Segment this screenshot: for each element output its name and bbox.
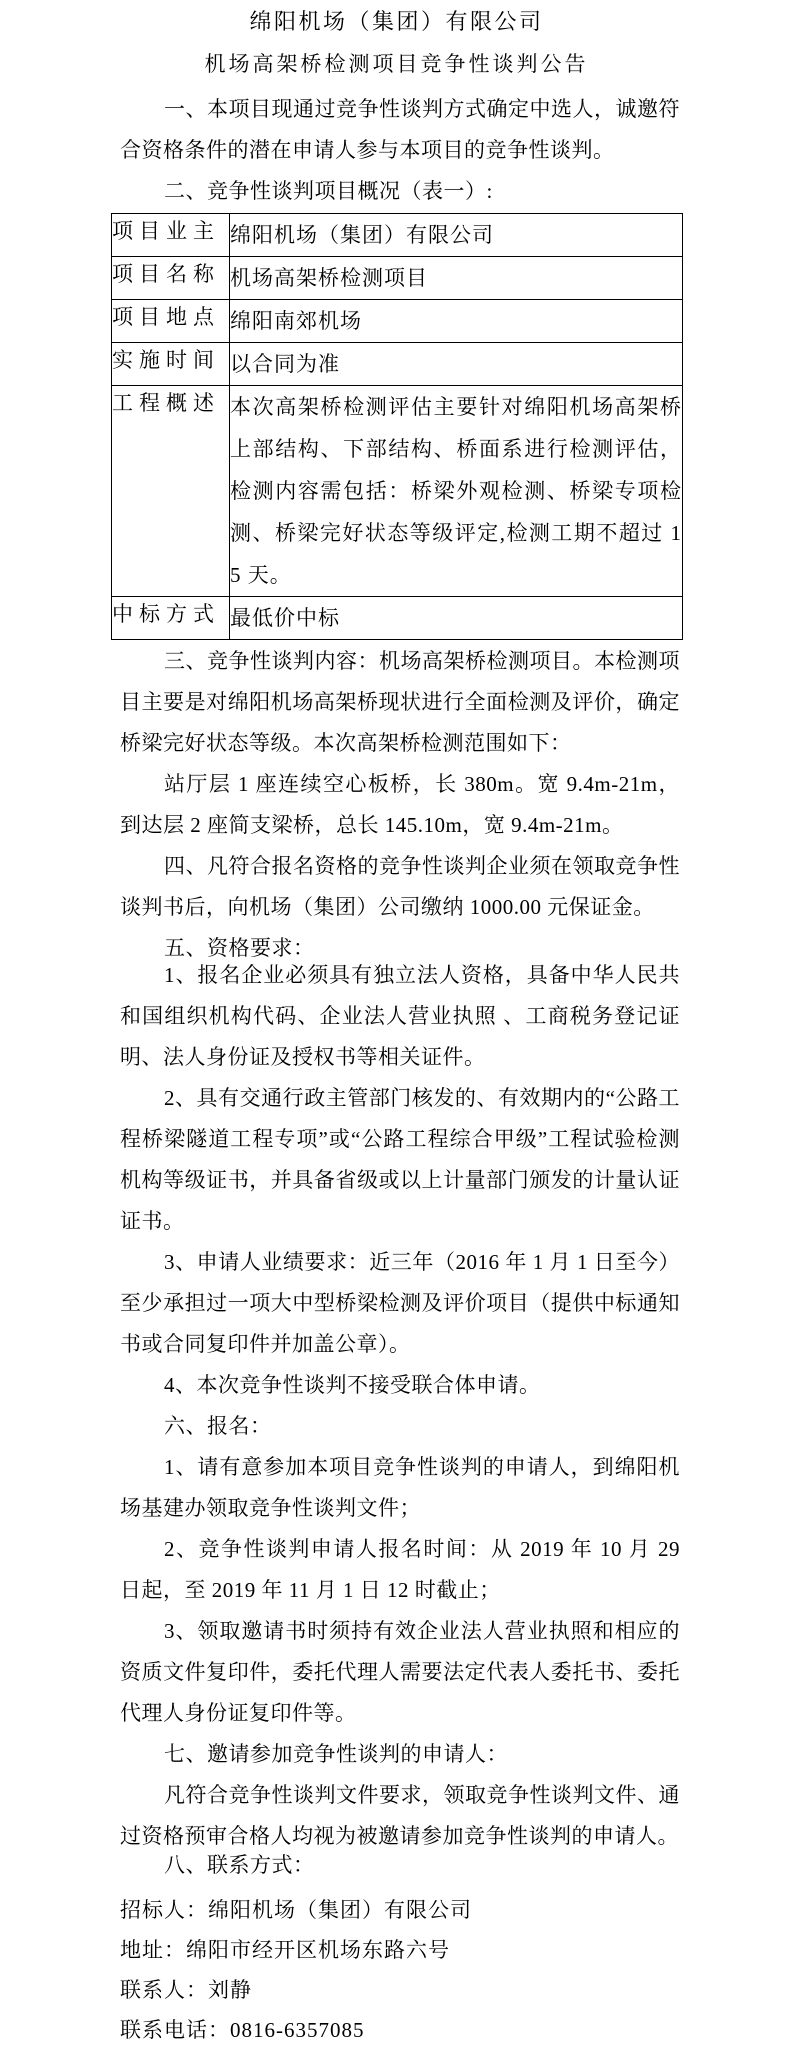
section-2-heading: 二、竞争性谈判项目概况（表一）:	[164, 179, 493, 203]
contact-phone: 联系电话：0816-6357085	[120, 2018, 365, 2042]
section-6-heading: 六、报名：	[164, 1414, 272, 1438]
registration-item-1: 1、请有意参加本项目竞争性谈判的申请人，到绵阳机场基建办领取竞争性谈判文件；	[120, 1455, 680, 1520]
table-row-location	[112, 300, 683, 343]
table-row-value: 本次高架桥检测评估主要针对绵阳机场高架桥上部结构、下部结构、桥面系进行检测评估，检测内容需包括：桥梁外观检测、桥梁专项检测、桥梁完好状态等级评定,检测工期不超过 15 天。	[230, 386, 683, 597]
table-row-value: 最低价中标	[230, 597, 683, 640]
table-row-schedule	[112, 343, 683, 386]
table-row-label: 项目名称	[112, 257, 230, 300]
contact-tenderer: 招标人：绵阳机场（集团）有限公司	[120, 1898, 472, 1922]
table-row-label: 实施时间	[112, 343, 230, 386]
table-row-value: 以合同为准	[230, 343, 683, 386]
table-row-value: 绵阳机场（集团）有限公司	[230, 214, 683, 257]
section-4-paragraph: 四、凡符合报名资格的竞争性谈判企业须在领取竞争性谈判书后，向机场（集团）公司缴纳 1000.00 元保证金。	[120, 854, 680, 919]
registration-item-3: 3、领取邀请书时须持有效企业法人营业执照和相应的资质文件复印件，委托代理人需要法定代表人委托书、委托代理人身份证复印件等。	[120, 1619, 680, 1725]
table-row-award-method	[112, 597, 683, 640]
table-row-label: 项目业主	[112, 214, 230, 257]
qualification-item-1: 1、报名企业必须具有独立法人资格，具备中华人民共和国组织机构代码、企业法人营业执照 、工商税务登记证明、法人身份证及授权书等相关证件。	[120, 963, 680, 1069]
invitation-paragraph: 凡符合竞争性谈判文件要求，领取竞争性谈判文件、通过资格预审合格人均视为被邀请参加竞争性谈判的申请人。	[120, 1783, 680, 1848]
table-row-project-name	[112, 257, 683, 300]
section-5-heading: 五、资格要求：	[164, 936, 315, 960]
qualification-item-4: 4、本次竞争性谈判不接受联合体申请。	[164, 1373, 541, 1397]
table-row-owner	[112, 214, 683, 257]
qualification-item-2: 2、具有交通行政主管部门核发的、有效期内的“公路工程桥梁隧道工程专项”或“公路工程综合甲级”工程试验检测机构等级证书，并具备省级或以上计量部门颁发的计量认证证书。	[120, 1086, 680, 1233]
section-3-paragraph: 三、竞争性谈判内容：机场高架桥检测项目。本检测项目主要是对绵阳机场高架桥现状进行全面检测及评价，确定桥梁完好状态等级。本次高架桥检测范围如下：	[120, 649, 680, 755]
table-row-value: 机场高架桥检测项目	[230, 257, 683, 300]
qualification-item-3: 3、申请人业绩要求：近三年（2016 年 1 月 1 日至今）至少承担过一项大中型桥梁检测及评价项目（提供中标通知书或合同复印件并加盖公章）。	[120, 1250, 680, 1356]
detection-scope-paragraph: 站厅层 1 座连续空心板桥，长 380m。宽 9.4m-21m，到达层 2 座简支梁桥，总长 145.10m，宽 9.4m-21m。	[120, 772, 680, 837]
table-row-label: 工程概述	[112, 386, 230, 597]
announcement-document	[0, 7, 793, 2042]
contact-address: 地址：绵阳市经开区机场东路六号	[120, 1938, 450, 1962]
project-overview-table	[111, 213, 683, 640]
section-7-heading: 七、邀请参加竞争性谈判的申请人：	[164, 1742, 508, 1766]
table-row-scope	[112, 386, 683, 597]
contact-person: 联系人：刘静	[120, 1978, 252, 2002]
registration-item-2: 2、竞争性谈判申请人报名时间：从 2019 年 10 月 29 日起，至 2019 年 11 月 1 日 12 时截止；	[120, 1537, 680, 1602]
section-8-heading: 八、联系方式：	[164, 1853, 315, 1877]
table-row-value: 绵阳南郊机场	[230, 300, 683, 343]
table-row-label: 中标方式	[112, 597, 230, 640]
document-body	[0, 89, 793, 2050]
intro-paragraph: 一、本项目现通过竞争性谈判方式确定中选人，诚邀符合资格条件的潜在申请人参与本项目的竞争性谈判。	[120, 97, 680, 162]
table-row-label: 项目地点	[112, 300, 230, 343]
document-subtitle: 机场高架桥检测项目竞争性谈判公告	[204, 52, 589, 76]
document-title: 绵阳机场（集团）有限公司	[249, 9, 544, 34]
contact-block	[120, 1890, 680, 2050]
project-overview-table-body	[112, 214, 683, 640]
